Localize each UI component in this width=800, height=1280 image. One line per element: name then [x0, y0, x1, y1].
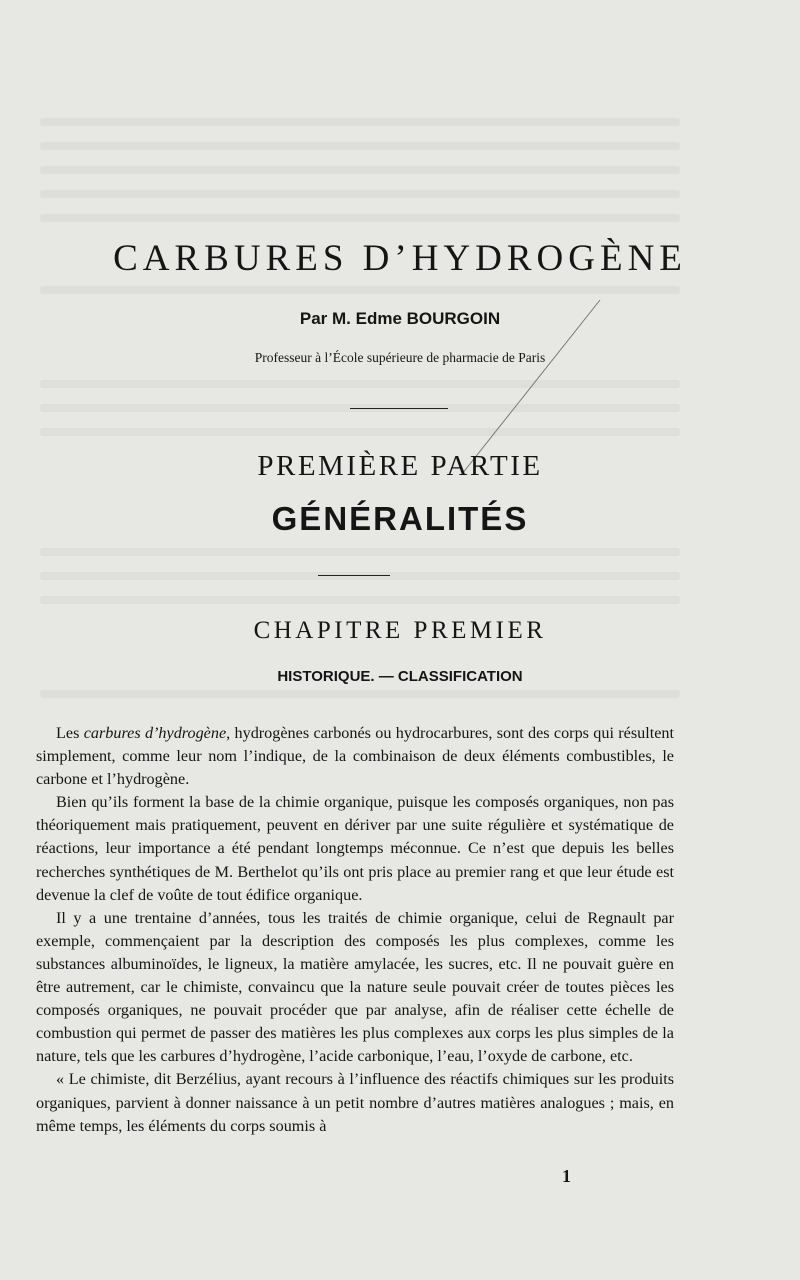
- paragraph: [36, 722, 674, 791]
- body-text: [36, 722, 674, 1138]
- paragraph: « Le chimiste, dit Berzélius, ayant recours à l’influence des réactifs chimiques sur les produits organiques, parvient à donner naissance à un petit nombre d’autres matières analogues ; mais, en même temps, les éléments du corps soumis à: [36, 1070, 674, 1135]
- divider-rule: [350, 408, 448, 409]
- paragraph-prefix: Les: [56, 724, 84, 742]
- divider-rule: [318, 575, 390, 576]
- author-line: Par M. Edme BOURGOIN: [299, 309, 501, 328]
- chapter-subtitle: HISTORIQUE. — CLASSIFICATION: [277, 668, 523, 685]
- paragraph: Bien qu’ils forment la base de la chimie organique, puisque les composés organiques, non pas théoriquement mais pratiquement, peuvent en dériver par une suite régulière et systématique de réactions, leur importance a été pendant longtemps méconnue. Ce n’est que depuis les belles recherches synthétiques de M. Berthelot qu’ils ont pris place au premier rang et que leur étude est devenue la clef de voûte de tout édifice organique.: [36, 793, 674, 904]
- part-title: PREMIÈRE PARTIE: [257, 450, 543, 482]
- author-affiliation: Professeur à l’École supérieure de pharmacie de Paris: [254, 350, 546, 365]
- book-title: CARBURES D’HYDROGÈNE: [113, 238, 687, 279]
- chapter-title: CHAPITRE PREMIER: [253, 617, 547, 644]
- page-number: 1: [562, 1166, 571, 1186]
- part-subtitle: GÉNÉRALITÉS: [271, 500, 529, 537]
- paragraph: Il y a une trentaine d’années, tous les traités de chimie organique, celui de Regnault par exemple, commençaient par la description des composés les plus complexes, comme les substances albuminoïdes, le ligneux, la matière amylacée, les sucres, etc. Il ne pouvait guère en être autrement, car le chimiste, convaincu que la nature seule pouvait créer de toutes pièces les composés organiques, ne pouvait procéder que par analyse, afin de réaliser cette échelle de combustion qui permet de passer des matières les plus complexes aux corps les plus simples de la nature, tels que les carbures d’hydrogène, l’acide carbonique, l’eau, l’oxyde de carbone, etc.: [36, 908, 674, 1066]
- paragraph-text: , hydrogènes carbonés ou hydrocarbures, sont des corps qui résultent simplement, comme leur nom l’indique, de la combinaison de deux éléments combustibles, le carbone et l’hydrogène.: [36, 724, 674, 789]
- defined-term: carbures d’hydrogène: [83, 724, 227, 742]
